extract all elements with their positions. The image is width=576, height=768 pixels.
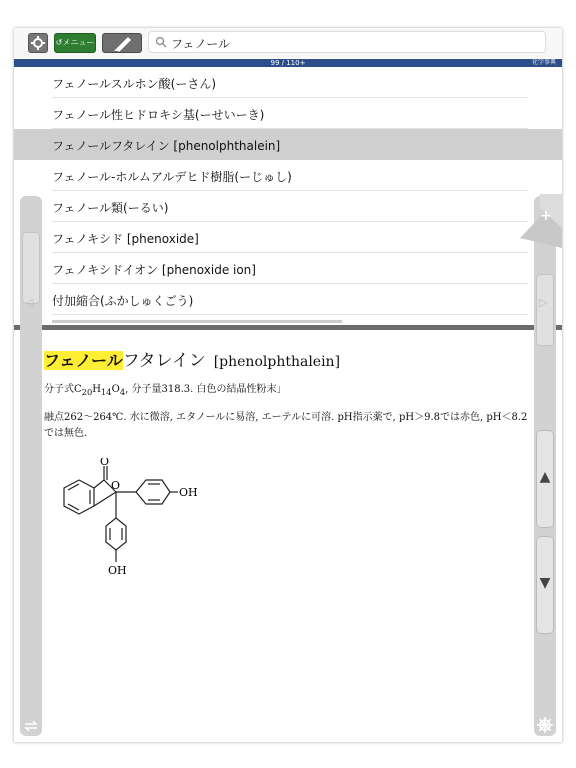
dictionary-name: 化学事典 bbox=[531, 59, 556, 66]
title-highlight: フェノール bbox=[44, 351, 123, 370]
formula-h-count: 14 bbox=[101, 387, 112, 397]
list-item[interactable] bbox=[14, 191, 562, 222]
menu-button[interactable] bbox=[54, 33, 96, 53]
list-item-label: 付加縮合(ふかしゅくごう) bbox=[52, 294, 194, 308]
carbonyl-oxygen: O bbox=[100, 458, 110, 468]
ships-wheel-icon[interactable] bbox=[536, 716, 554, 734]
scroll-up-button[interactable] bbox=[536, 430, 554, 528]
gear-icon bbox=[29, 34, 47, 52]
list-item-label: フェノール性ヒドロキシ基(ーせいーき) bbox=[52, 108, 265, 122]
list-item[interactable] bbox=[14, 222, 562, 253]
result-list[interactable] bbox=[14, 67, 562, 323]
swap-icon-svg bbox=[22, 716, 40, 734]
formula-c-count: 20 bbox=[81, 387, 93, 397]
jump-button[interactable] bbox=[102, 33, 142, 53]
toolbar bbox=[14, 28, 562, 58]
search-field[interactable] bbox=[148, 31, 546, 53]
structure-diagram bbox=[44, 458, 204, 592]
swap-icon[interactable] bbox=[22, 716, 40, 734]
entry-title bbox=[44, 346, 340, 371]
list-item[interactable] bbox=[14, 67, 562, 98]
phenolphthalein-structure bbox=[44, 458, 204, 588]
title-rest: フタレイン bbox=[122, 351, 206, 371]
app-frame bbox=[14, 28, 562, 742]
formula-suffix: , 分子量318.3. 白色の結晶性粉末」 bbox=[125, 384, 287, 395]
list-item-selected[interactable] bbox=[14, 129, 562, 160]
ships-wheel-svg bbox=[536, 716, 554, 734]
list-item[interactable] bbox=[14, 253, 562, 284]
scroll-down-button[interactable] bbox=[536, 536, 554, 634]
formula-o-count: 4 bbox=[119, 387, 126, 397]
list-item[interactable] bbox=[14, 284, 562, 315]
list-item-label: フェノール類(ーるい) bbox=[52, 201, 169, 215]
divider bbox=[52, 314, 528, 315]
list-item-label: フェノール-ホルムアルデヒド樹脂(ーじゅし) bbox=[52, 170, 292, 184]
jump-pen-icon bbox=[103, 34, 141, 52]
list-item-label: フェノールフタレイン [phenolphthalein] bbox=[52, 139, 281, 153]
plus-tab-shape bbox=[510, 194, 562, 248]
phenol-ring-bottom bbox=[106, 518, 126, 550]
right-tab[interactable] bbox=[536, 274, 554, 346]
hydroxyl-right: OH bbox=[179, 486, 198, 499]
search-input[interactable]: フェノール bbox=[171, 37, 231, 51]
title-english: [phenolphthalein] bbox=[213, 354, 341, 370]
hydroxyl-bottom: OH bbox=[108, 564, 127, 577]
partial-list-item bbox=[52, 320, 342, 323]
left-side-rail bbox=[20, 196, 42, 736]
search-icon bbox=[155, 36, 167, 48]
list-item-label: フェノールスルホン酸(ーさん) bbox=[52, 77, 217, 91]
menu-label: ↺メニュー bbox=[55, 38, 95, 47]
left-arrow-icon[interactable]: ◁ bbox=[25, 296, 34, 309]
settings-button[interactable] bbox=[28, 33, 48, 53]
list-item-label: フェノキシドイオン [phenoxide ion] bbox=[52, 263, 256, 277]
status-bar bbox=[14, 59, 562, 67]
formula-o-label: O bbox=[111, 384, 120, 395]
down-arrow-icon: ▼ bbox=[539, 575, 551, 591]
formula-h-label: H bbox=[92, 384, 101, 395]
list-item[interactable] bbox=[14, 98, 562, 129]
up-arrow-icon: ▲ bbox=[539, 469, 551, 485]
add-bookmark-tab[interactable] bbox=[510, 194, 562, 248]
right-arrow-icon[interactable]: ▷ bbox=[539, 296, 548, 309]
pane-splitter[interactable] bbox=[14, 325, 562, 330]
list-item[interactable] bbox=[14, 160, 562, 191]
result-count: 99 / 110+ bbox=[270, 59, 306, 67]
formula-prefix: 分子式C bbox=[44, 384, 82, 395]
plus-icon: + bbox=[540, 208, 552, 224]
list-item-label: フェノキシド [phenoxide] bbox=[52, 232, 199, 246]
left-tab[interactable] bbox=[22, 232, 40, 304]
entry-body: 融点262～264℃. 水に微溶, エタノールに易溶, エーテルに可溶. pH指示薬で, pH＞9.8では赤色, pH＜8.2では無色. bbox=[44, 412, 528, 439]
ring-oxygen: O bbox=[111, 479, 121, 492]
molecular-formula bbox=[44, 380, 286, 397]
